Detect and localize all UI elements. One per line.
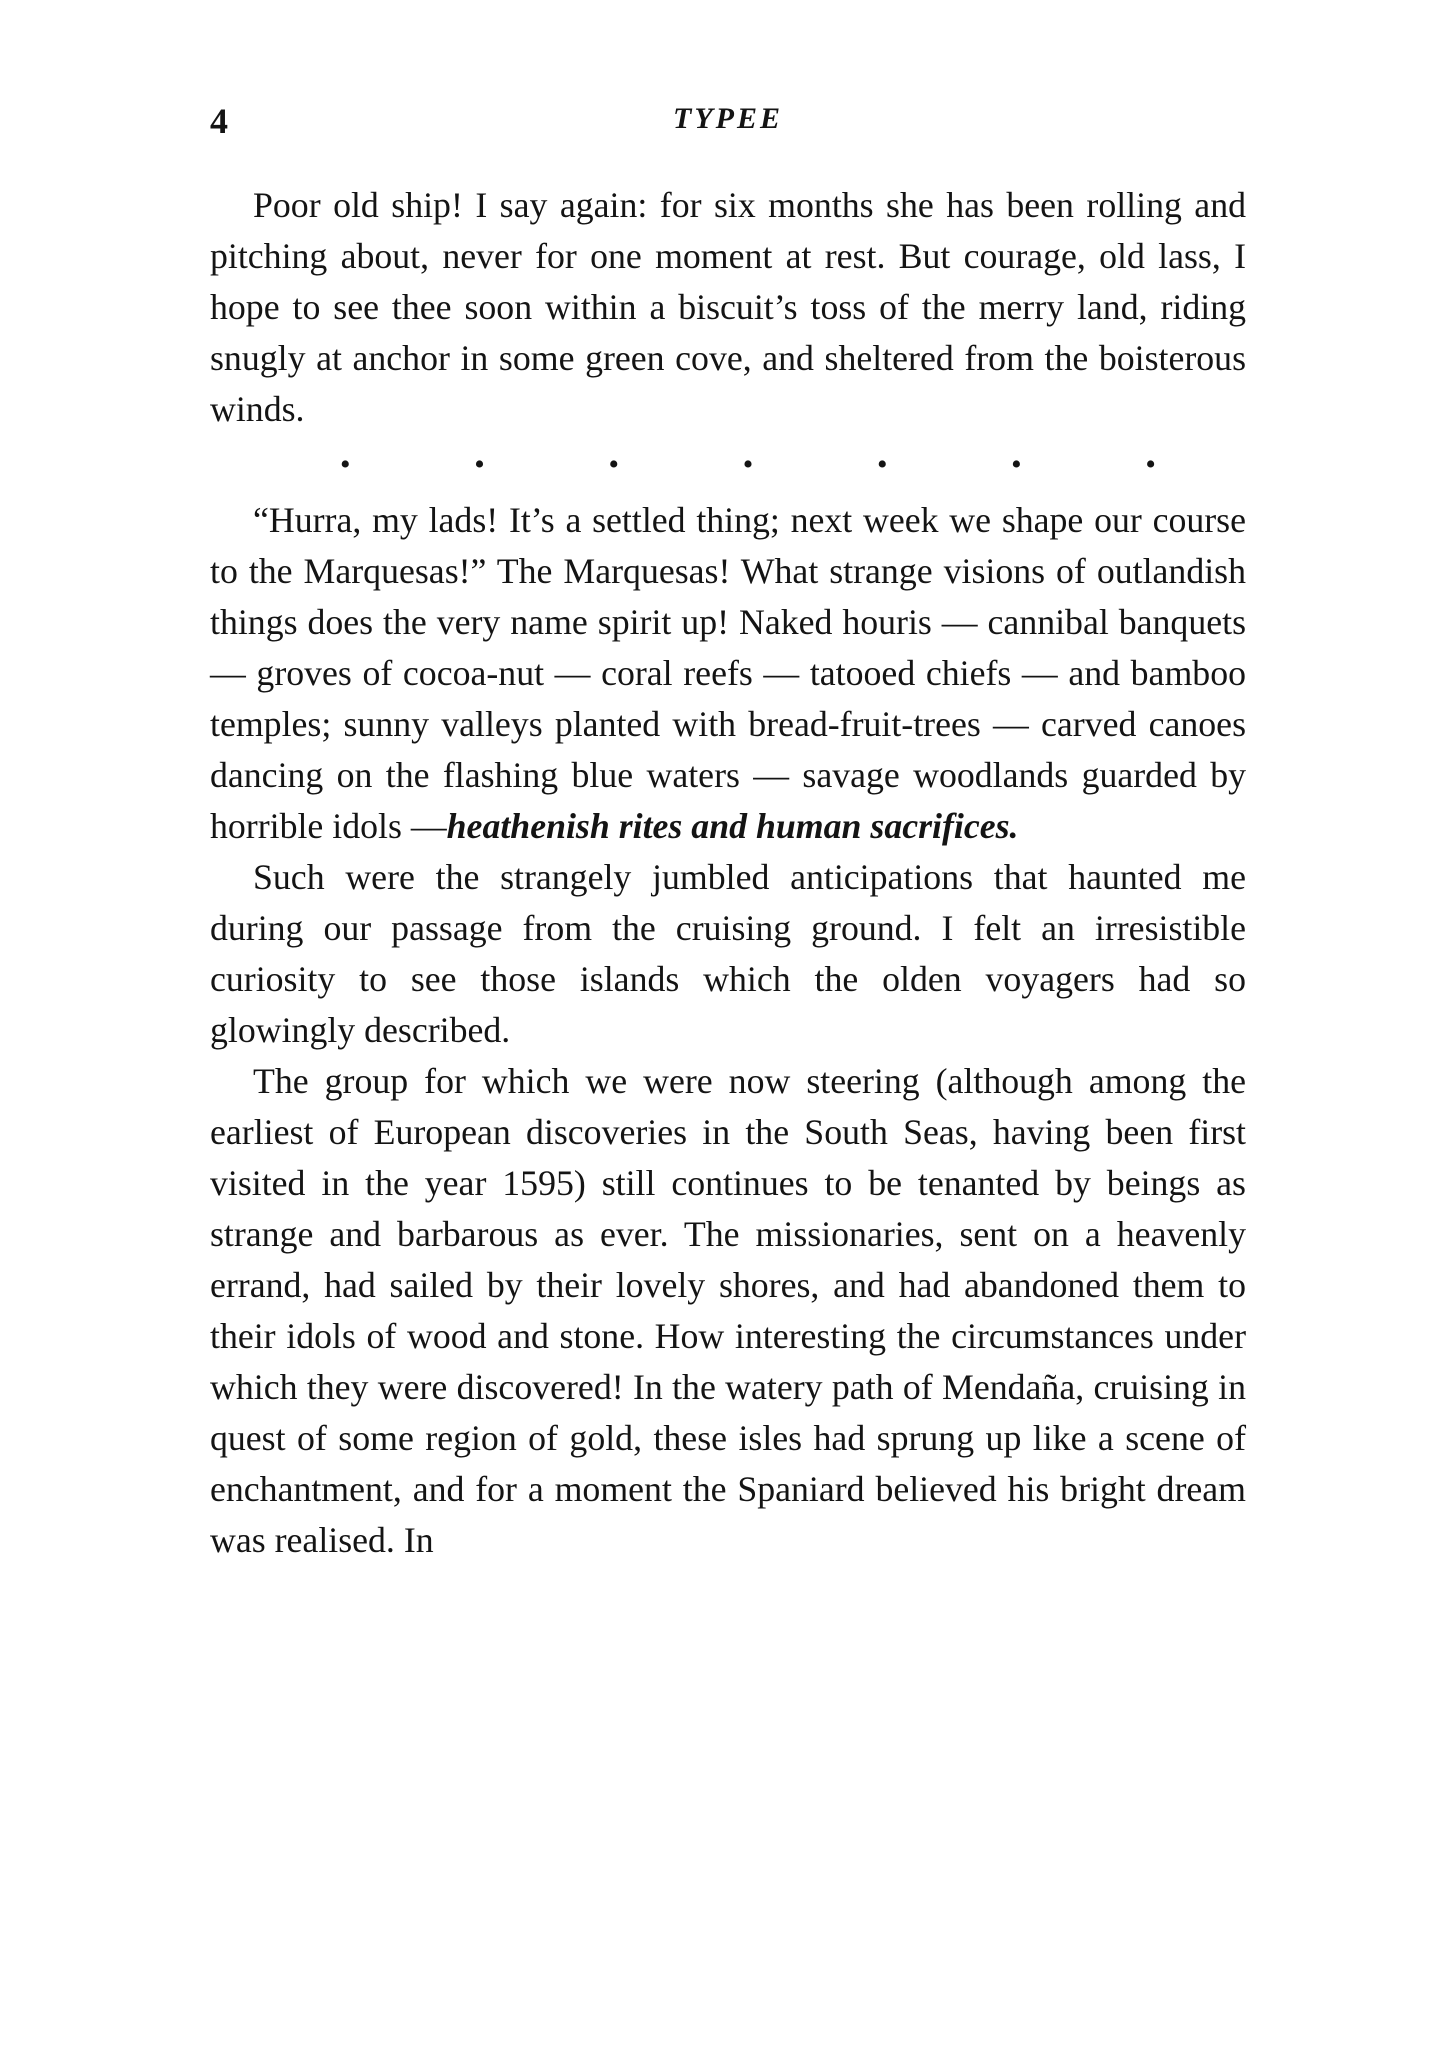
section-break-dot: • — [340, 448, 351, 481]
running-head — [210, 92, 1246, 152]
section-break-dot: • — [876, 448, 888, 481]
body-text — [210, 180, 1246, 1566]
paragraph-3: Such were the strangely jumbled anticipations that haunted me during our passage from the cruising ground. I felt an irresistible curiosity to see those islands which the olden voyagers had so glowingly described. — [210, 857, 1246, 1050]
section-break-dot: • — [742, 448, 754, 481]
section-break-dot: • — [1011, 448, 1022, 481]
paragraph-2-emphasis: heathenish rites and human sacrifices. — [446, 806, 1019, 846]
paragraph-4: The group for which we were now steering (although among the earliest of European discoveries in the South Seas, having been first visited in the year 1595) still continues to be tenanted by beings as strange and barbarous as ever. The missionaries, sent on a heavenly errand, had sailed by their lovely shores, and had abandoned them to their idols of wood and stone. How interesting the circumstances under which they were discovered! In the watery path of Mendaña, cruising in quest of some region of gold, these isles had sprung up like a scene of enchantment, and for a moment the Spaniard believed his bright dream was realised. In — [210, 1061, 1246, 1560]
section-break-dots — [210, 435, 1246, 495]
section-break-dot: • — [1145, 448, 1156, 481]
paragraph-2 — [210, 495, 1246, 852]
paragraph-1: Poor old ship! I say again: for six months she has been rolling and pitching about, never for one moment at rest. But courage, old lass, I hope to see thee soon within a biscuit’s toss of the merry land, riding snugly at anchor in some green cove, and sheltered from the boisterous winds. — [210, 185, 1246, 429]
section-break-dot: • — [474, 448, 485, 481]
paragraph-2-text: “Hurra, my lads! It’s a settled thing; next week we shape our course to the Marquesas!” The Marquesas! What strange visions of outlandish things does the very name spirit up! Naked houris — cannibal banquets — groves of cocoa-nut — coral reefs — tatooed chiefs — and bamboo temples; sunny valleys planted with bread-fruit-trees — carved canoes dancing on the flashing blue waters — savage woodlands guarded by horrible idols — — [210, 500, 1246, 846]
book-page — [210, 92, 1246, 1566]
running-title: TYPEE — [673, 102, 783, 135]
page-number: 4 — [210, 101, 228, 141]
section-break-dot: • — [608, 448, 619, 481]
